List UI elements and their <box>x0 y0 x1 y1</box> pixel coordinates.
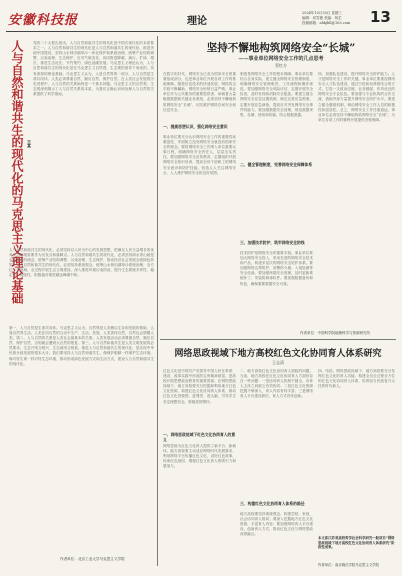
masthead <box>0 0 402 36</box>
right-top-subheadline: ——事业单位网络安全工作的几点思考 <box>238 56 324 62</box>
right-bottom-author: 王志清 <box>272 360 284 365</box>
right-top-footnote: 作者单位：中国科学院地理科学与资源研究所 <box>300 331 370 335</box>
section-name: 理论 <box>187 16 207 27</box>
right-bottom-col2-body2: 地方高校要坚持系统观念，构建学校、家庭、社会协同育人格局；要深入挖掘地方红色文化资源，丰富育人内容；要加强网络育人平台建设，创新育人方式，推动红色文化与网络思政深度融合。 <box>240 512 313 537</box>
right-top-col2-body: 制度是网络安全工作的根本保障。事业单位要结合自身实际，建立健全网络安全管理制度，明确网络安全管理职责、工作流程和操作规范。要加强网络安全风险评估，定期开展安全检查，及时发现和消除安全隐患。要建立健全网络安全应急处置机制，制定完善应急预案，定期开展应急演练，提高应对突发网络安全事件的能力。要加强数据安全管理，规范数据采集、存储、使用和传输，防止数据泄露。 <box>240 72 313 117</box>
left-article-author: 王某 <box>27 140 32 148</box>
right-top-author: 蔡红方 <box>275 63 287 68</box>
left-article-body-part2: 人与自然和谐共生的现代化，必须坚持以人民为中心的发展思想，把满足人民日益增长的优美生态环境需要作为出发点和落脚点。人与自然和谐共生的现代化，必须坚持绿水青山就是金山银山的理念，统筹产业结构调整、污染治理、生态保护，推动经济社会发展全面绿色转型。人与自然和谐共生的现代化，必须坚持系统观念，统筹山水林田湖草沙系统治理，全方位、全地域、全过程开展生态文明建设，深入推进环境污染防治，提升生态系统多样性、稳定性、持续性，积极稳妥推进碳达峰碳中和。 <box>9 248 154 278</box>
right-bottom-footnote: 作者单位：南京晓庄学院马克思主义学院 <box>318 563 380 567</box>
right-bottom-col3-body: 四、结语。网络思政视域下，地方高校要充分发挥红色文化的育人功能，构建全员全过程全方位的红色文化协同育人体系，培养担当民族复兴大任的时代新人。 <box>318 369 395 389</box>
email-line: 投稿邮箱：ahkjbll@163.com <box>302 21 351 25</box>
page-number: 13 <box>370 8 391 26</box>
masthead-rule <box>6 31 396 32</box>
editor-line: 编辑：邓雪薇 美编：何芷 <box>302 16 342 20</box>
date-line: 2024年10月30日 星期三 <box>302 11 342 15</box>
horizontal-divider <box>160 339 396 340</box>
newspaper-title: 安徽科技报 <box>8 13 79 28</box>
right-top-col1-subhead: 一、提高思想认识，强化网络安全意识 <box>163 124 228 129</box>
right-top-col2-body2: 技术防护是网络安全的重要手段。事业单位要加大网络安全投入，采用先进的网络安全技术和产品，构建多层次的网络安全防护体系。要加强网络边界防护，部署防火墙、入侵检测等安全设备。要加强终端安全管理，及时更新系统补丁，安装防病毒软件。要加强数据备份和恢复，确保重要数据安全可靠。 <box>240 251 313 286</box>
right-top-col2-subhead: 二、健全管理制度，完善网络安全保障体系 <box>240 162 313 167</box>
left-article-footnote: 作者单位：北京工业大学马克思主义学院 <box>60 557 125 561</box>
right-bottom-col2-subhead: 三、构建红色文化协同育人体系的路径 <box>240 501 305 506</box>
right-top-col1-body2: 事业单位要充分认识网络安全工作的重要性和紧迫性，牢固树立没有网络安全就没有国家安全的理念。要将网络安全工作纳入单位重要议事日程，明确网络安全责任人，层层压实责任。要加强网络安全宣传教育，定期组织开展网络安全知识培训，提高全体干部职工的网络安全意识和防护技能，营造人人关注网络安全、人人维护网络安全的良好氛围。 <box>163 135 236 175</box>
right-bottom-headline: 网络思政视域下地方高校红色文化协同育人体系研究 <box>174 349 382 359</box>
right-top-col3-body: 四、加强队伍建设，提升网络安全防护能力。人才是网络安全工作的关键。事业单位要重视网络安全人才队伍建设，通过引进和培养相结合的方式，打造一支政治过硬、业务精湛、作风优良的网络安全专业队伍。要加强与专业机构的合作交流，借助外部力量提升网络安全防护水平。要建立健全激励机制，调动网络安全工作人员的积极性和创造性。总之，网络安全工作任重道远，事业单位必须坚持不懈地构筑网络安全“长城”，为单位各项工作的顺利开展提供坚强保障。 <box>318 72 395 122</box>
left-article-body-part3: 第一，人与自然是生命共同体。马克思主义认为，自然界是人类赖以生存和发展的基础，人靠自然界生活。人类在同自然的互动中生产、生活、发展，人类善待自然，自然也会馈赠人类。第二，人与自然的关系是人类社会最基本的关系。人类发展活动必须尊重自然、顺应自然、保护自然，否则就会遭到大自然的报复。第三，人与自然和谐共生是人类文明发展的必然要求。生态兴则文明兴，生态衰则文明衰。推进人与自然和谐共生的现代化，是实现中华民族永续发展的根本大计。我们要坚持人与自然和谐共生，像保护眼睛一样保护生态环境，像对待生命一样对待生态环境，推动形成绿色发展方式和生活方式，建设人与自然和谐共生的现代化。 <box>9 326 154 366</box>
right-top-headline: 坚持不懈地构筑网络安全“长城” <box>206 42 356 54</box>
right-bottom-col1-body2: 网络思政为红色文化育人提供了新平台、新载体。地方高校要主动适应网络时代发展要求，利用网络平台传播红色文化，讲好红色故事，传承红色基因，增强红色文化育人的吸引力和感染力。 <box>163 444 236 469</box>
right-bottom-col2-body: 二、地方高校红色文化协同育人面临的问题。当前，地方高校在红色文化协同育人方面仍存在一些问题：一是协同育人机制不健全，各育人主体之间缺乏有效协同；二是红色文化资源挖掘不够深入，育人内容有待丰富；三是网络育人平台建设滞后，育人方式有待创新。 <box>240 369 313 399</box>
left-article-body-part1: 党的二十大报告指出，人与自然和谐共生的现代化是中国式现代化的本质要求之一。人与自然和谐共生的现代化是人与自然和谐共生的现代化，推进美丽中国建设，坚持山水林田湖草沙一体化保护和系统治理，统筹产业结构调整、污染治理、生态保护、应对气候变化，协同推进降碳、减污、扩绿、增长，推进生态优先、节约集约、绿色低碳发展。马克思主义理论认为，人与自然和谐共生的现代化是在马克思主义自然观、生态观的指导下形成的，具有深厚的理论基础。马克思主义认为，人是自然界的一部分，人与自然是生命共同体。人类必须尊重自然、顺应自然、保护自然。在人类社会发展的历史进程中，人与自然的关系始终是一个基本问题。马克思主义的自然观、生态观深刻揭示了人与自然关系的本质，为我们正确认识和处理人与自然的关系提供了科学指南。 <box>33 41 154 96</box>
right-bottom-col1-subhead: 一、网络思政视域下红色文化协同育人的意义 <box>163 432 236 442</box>
right-bottom-project-note: 本文系江苏省高校哲学社会科学研究一般项目“网络思政视域下地方高校红色文化协同育人体系研究”阶段性成果。 <box>318 536 395 550</box>
left-article-headline: 人与自然和谐共生的现代化的马克思主义理论基础 <box>10 40 24 304</box>
column-divider <box>157 36 158 566</box>
right-top-col2-subhead-2: 三、加强技术防护，筑牢网络安全防线 <box>240 240 305 245</box>
right-top-col1-body: 在数字化时代，网络安全已成为国家安全的重要组成部分，也是事业单位开展各项工作的基础保障。随着信息技术的快速发展，网络攻击手段不断翻新，网络安全形势日益严峻。事业单位作为公共服务的重要提供者，承载着大量敏感数据和关键业务系统，必须坚持不懈地构筑网络安全“长城”，切实维护网络空间安全和信息安全。 <box>163 72 236 112</box>
right-bottom-col1-body: 红色文化是中国共产党领导中国人民在革命、建设、改革实践中形成的宝贵精神财富，是高校开展思想政治教育的重要资源。在网络思政视域下，地方高校要充分挖掘和利用地方红色文化资源，构建红色文化协同育人体系，推动红色文化进校园、进课堂、进头脑，引导学生坚定理想信念、厚植爱国情怀。 <box>163 369 236 404</box>
